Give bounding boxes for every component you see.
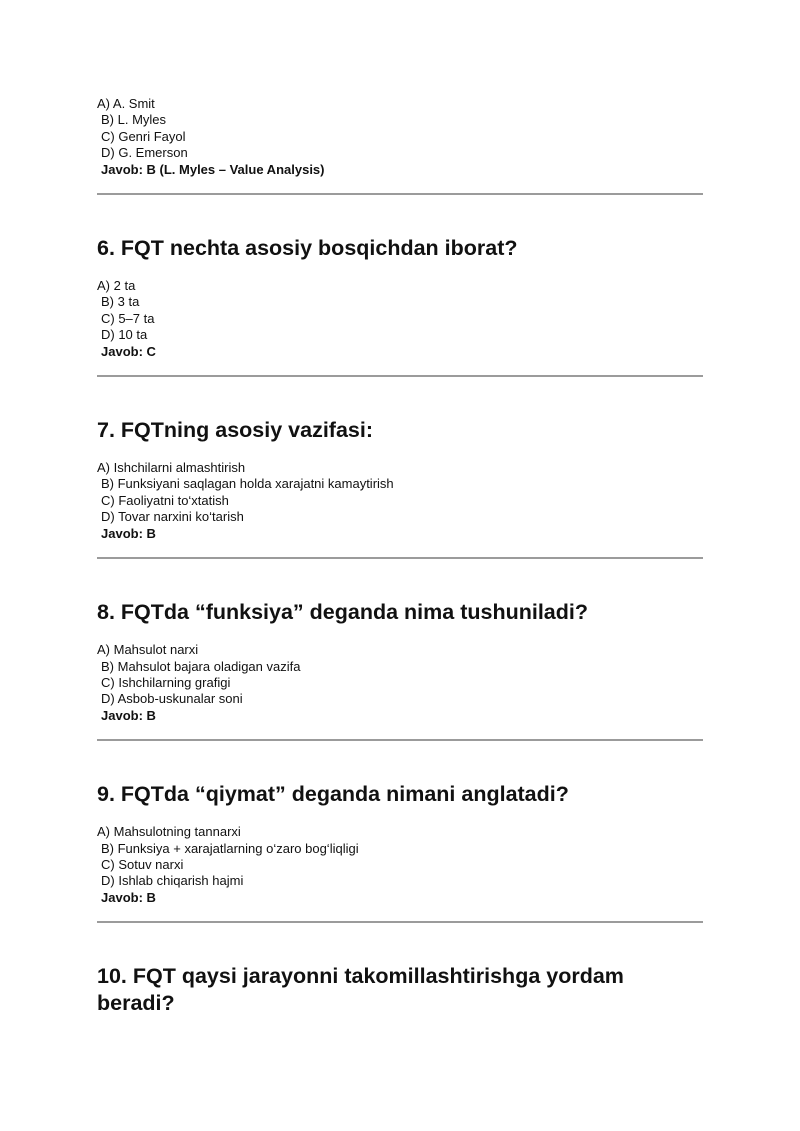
question-title-line-1: 10. FQT qaysi jarayonni takomillashtirishga yordam bbox=[97, 964, 624, 989]
option-a: A) 2 ta bbox=[97, 278, 136, 294]
question-title: 8. FQTda “funksiya” deganda nima tushuniladi? bbox=[97, 600, 588, 625]
question-9 bbox=[97, 741, 703, 923]
question-6 bbox=[97, 195, 703, 377]
option-b: B) Funksiyani saqlagan holda xarajatni kamaytirish bbox=[101, 476, 394, 492]
option-d: D) Tovar narxini ko‘tarish bbox=[101, 509, 244, 525]
option-b: B) 3 ta bbox=[101, 294, 140, 310]
option-b: B) Funksiya + xarajatlarning o‘zaro bog‘liqligi bbox=[101, 840, 359, 856]
options-list bbox=[97, 460, 703, 526]
answer-text: Javob: B bbox=[101, 889, 156, 905]
options-list bbox=[97, 96, 703, 162]
option-d: D) Asbob-uskunalar soni bbox=[101, 691, 243, 707]
option-a: A) Mahsulotning tannarxi bbox=[97, 824, 241, 840]
question-title: 7. FQTning asosiy vazifasi: bbox=[97, 418, 373, 443]
question-7 bbox=[97, 377, 703, 559]
option-d: D) G. Emerson bbox=[101, 145, 188, 161]
question-8 bbox=[97, 559, 703, 741]
question-10 bbox=[97, 923, 703, 1017]
option-d: D) 10 ta bbox=[101, 327, 148, 343]
options-list bbox=[97, 278, 703, 344]
answer-text: Javob: C bbox=[101, 343, 156, 359]
option-a: A) A. Smit bbox=[97, 96, 155, 111]
option-c: C) Faoliyatni to‘xtatish bbox=[101, 492, 229, 508]
question-title-line-2: beradi? bbox=[97, 991, 175, 1016]
option-d: D) Ishlab chiqarish hajmi bbox=[101, 873, 244, 889]
option-c: C) Sotuv narxi bbox=[101, 856, 184, 872]
document-page bbox=[97, 96, 703, 1017]
option-a: A) Mahsulot narxi bbox=[97, 642, 199, 658]
option-b: B) L. Myles bbox=[101, 112, 167, 128]
option-c: C) Genri Fayol bbox=[101, 128, 186, 144]
answer-text: Javob: B (L. Myles – Value Analysis) bbox=[101, 161, 325, 177]
option-a: A) Ishchilarni almashtirish bbox=[97, 460, 246, 476]
options-list bbox=[97, 824, 703, 890]
question-title bbox=[97, 963, 703, 1017]
question-title: 9. FQTda “qiymat” deganda nimani anglatadi? bbox=[97, 782, 569, 807]
option-c: C) 5–7 ta bbox=[101, 310, 155, 326]
answer-text: Javob: B bbox=[101, 707, 156, 723]
question-title: 6. FQT nechta asosiy bosqichdan iborat? bbox=[97, 236, 518, 261]
options-list bbox=[97, 642, 703, 708]
option-c: C) Ishchilarning grafigi bbox=[101, 674, 231, 690]
answer-text: Javob: B bbox=[101, 525, 156, 541]
option-b: B) Mahsulot bajara oladigan vazifa bbox=[101, 658, 301, 674]
question-5-partial bbox=[97, 96, 703, 195]
